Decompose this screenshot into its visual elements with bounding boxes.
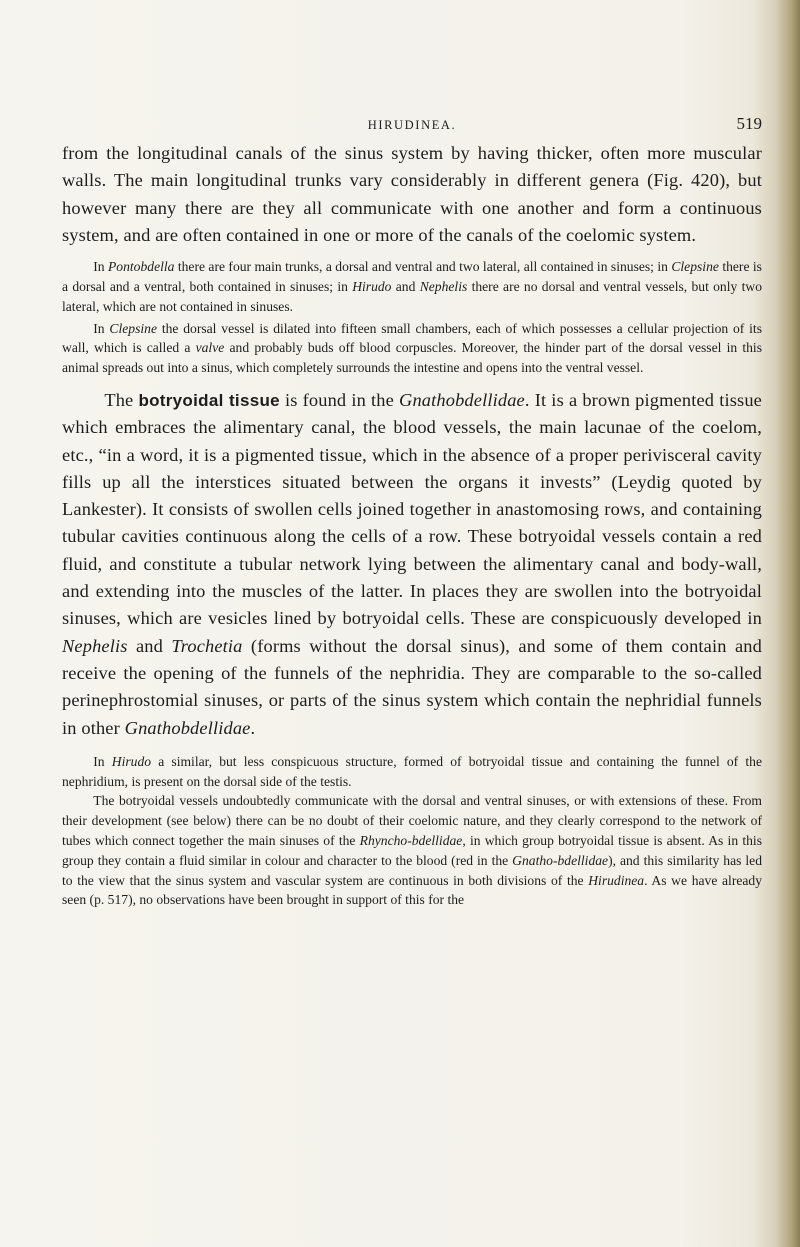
paragraph-botryoidal-tissue: The botryoidal tissue is found in the Gnathobdellidae. It is a brown pigmented tissue which embraces the alimentary canal, the blood vessels, the main lacunae of the coelom, etc., “in a word, it is a pigmented tissue, which in the absence of a proper perivisceral cavity fills up all the interstices situated between the organs it invests” (Leydig quoted by Lankester). It consists of swollen cells joined together in anastomosing rows, and containing tubular cavities continuous along the cells of a row. These botryoidal vessels contain a red fluid, and constitute a tubular network lying between the alimentary canal and body-wall, and extending into the muscles of the latter. In places they are swollen into the botryoidal sinuses, which are vesicles lined by botryoidal cells. These are conspicuously developed in Nephelis and Trochetia (forms without the dorsal sinus), and some of them contain and receive the opening of the funnels of the nephridia. They are comparable to the so-called perinephrostomial sinuses, or parts of the sinus system which contain the nephridial funnels in other Gnathobdellidae. — [62, 389, 762, 738]
running-head: HIRUDINEA. — [367, 118, 457, 132]
note-botryoidal-vessels: The botryoidal vessels undoubtedly communicate with the dorsal and ventral sinuses, or with extensions of these. From their development (see below) there can be no doubt of their coelomic nature, and they clearly correspond to the network of tubes which connect together the main sinuses of the Rhyncho-bdellidae, in which group botryoidal tissue is absent. As in this group they contain a fluid similar in colour and character to the blood (red in the Gnatho-bdellidae), and this similarity has led to the view that the sinus system and vascular system are continuous in both divisions of the Hirudinea. As we have already seen (p. 517), no observations have been brought in support of this for the — [62, 793, 763, 908]
page-number: 519 — [736, 114, 762, 133]
note-clepsine-dorsal-vessel: In Clepsine the dorsal vessel is dilated into fifteen small chambers, each of which possesses a cellular projection of its wall, which is called a valve and probably buds off blood corpuscles. Moreover, the hinder part of the dorsal vessel in this animal spreads out into a sinus, which completely surrounds the intestine and opens into the ventral vessel. — [62, 320, 762, 376]
paragraph-sinus-canals: from the longitudinal canals of the sinus system by having thicker, often more muscular walls. The main longitudinal trunks vary considerably in different genera (Fig. 420), but however many there are they all communicate with one another and form a continuous system, and are often contained in one or more of the canals of the coelomic system. — [62, 143, 762, 245]
page-header — [62, 114, 762, 136]
note-main-trunks: In Pontobdella there are four main trunks, a dorsal and ventral and two lateral, all contained in sinuses; in Clepsine there is a dorsal and a ventral, both contained in sinuses; in Hirudo and Nephelis there are no dorsal and ventral vessels, but only two lateral, which are not contained in sinuses. — [62, 259, 762, 314]
note-hirudo-structure: In Hirudo a similar, but less conspicuous structure, formed of botryoidal tissue and containing the funnel of the nephridium, is present on the dorsal side of the testis. — [62, 753, 762, 789]
term-botryoidal-tissue: botryoidal tissue — [138, 390, 280, 410]
page-body — [62, 140, 762, 910]
binding-shadow — [776, 0, 800, 1247]
